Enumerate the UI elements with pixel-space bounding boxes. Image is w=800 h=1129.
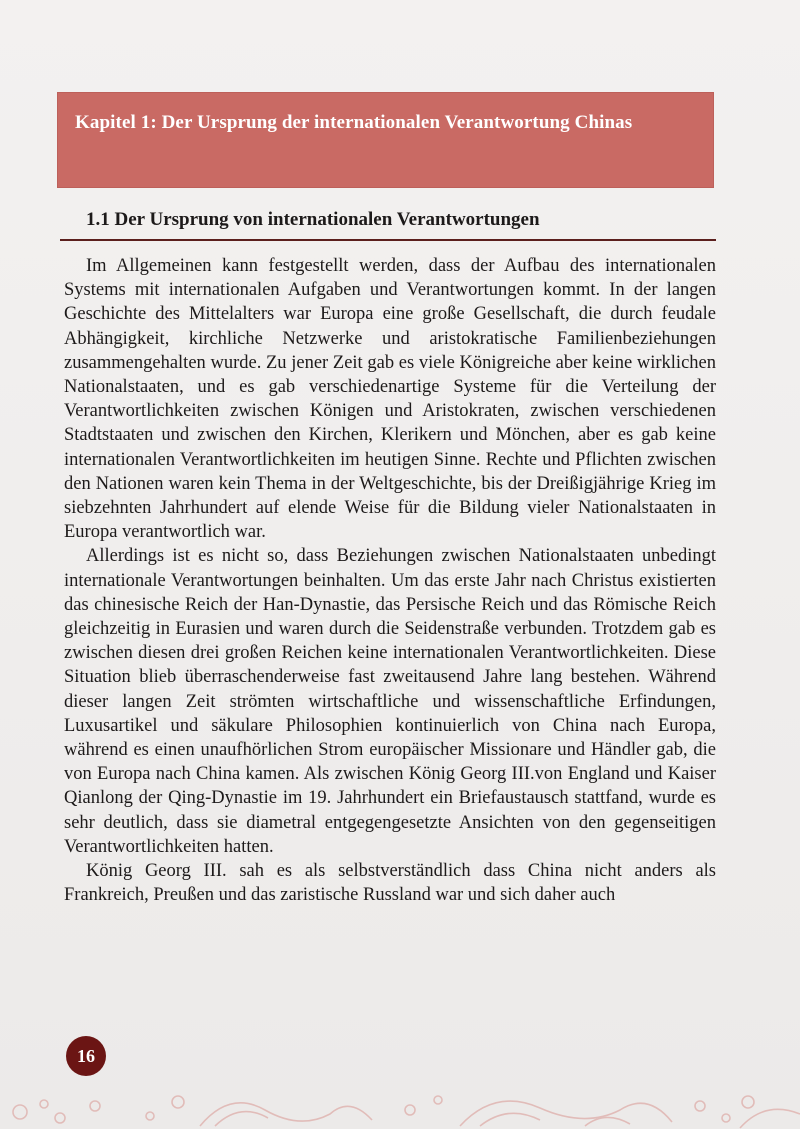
section-divider bbox=[60, 239, 716, 241]
section-title: 1.1 Der Ursprung von internationalen Verantwortungen bbox=[86, 209, 540, 230]
paragraph: Allerdings ist es nicht so, dass Beziehungen zwischen Nationalstaaten unbedingt internationale Verantwortungen beinhalten. Um das erste Jahr nach Christus existierten das chinesische Reich der Han-Dynastie, das Persische Reich und das Römische Reich gleichzeitig in Eurasien und waren durch die Seidenstraße verbunden. Trotzdem gab es zwischen diesen drei großen Reichen keine internationalen Verantwortlichkeiten. Diese Situation blieb überraschenderweise fast zweitausend Jahre lang bestehen. Während dieser langen Zeit strömten wirtschaftliche und wissenschaftliche Erfindungen, Luxusartikel und säkulare Philosophien kontinuierlich von China nach Europa, während es einen unaufhörlichen Strom europäischer Missionare und Händler gab, die von Europa nach China kamen. Als zwischen König Georg III.von England und Kaiser Qianlong der Qing-Dynastie im 19. Jahrhundert ein Briefaustausch stattfand, wurde es sehr deutlich, dass sie diametral entgegengesetzte Ansichten von den gegenseitigen Verantwortlichkeiten hatten. bbox=[64, 546, 716, 857]
decorative-wave-ornament bbox=[0, 1080, 800, 1129]
paragraph: Im Allgemeinen kann festgestellt werden, dass der Aufbau des internationalen Systems mit internationalen Aufgaben und Verantwortungen kommt. In der langen Geschichte des Mittelalters war Europa eine große Gesellschaft, die durch feudale Abhängigkeit, kirchliche Netzwerke und aristokratische Familienbeziehungen zusammengehalten wurde. Zu jener Zeit gab es viele Königreiche aber keine wirklichen Nationalstaaten, und es gab verschiedenartige Systeme für die Verteilung der Verantwortlichkeiten zwischen Königen und Aristokraten, zwischen verschiedenen Stadtstaaten und zwischen den Kirchen, Klerikern und Mönchen, aber es gab keine internationalen Verantwortlichkeiten im heutigen Sinne. Rechte und Pflichten zwischen den Nationen waren kein Thema in der Weltgeschichte, bis der Dreißigjährige Krieg im siebzehnten Jahrhundert auf elende Weise für die Bildung vieler Nationalstaaten in Europa verantwortlich war. bbox=[64, 256, 716, 543]
chapter-title: Kapitel 1: Der Ursprung der internationalen Verantwortung Chinas bbox=[75, 112, 633, 133]
page-number-badge bbox=[66, 1036, 106, 1076]
body-text bbox=[64, 254, 716, 907]
paragraph: König Georg III. sah es als selbstverständlich dass China nicht anders als Frankreich, Preußen und das zaristische Russland war und sich daher auch bbox=[64, 861, 716, 906]
page-number: 16 bbox=[77, 1045, 95, 1066]
chapter-banner bbox=[57, 92, 714, 188]
wave-ornament-icon bbox=[0, 1080, 800, 1129]
